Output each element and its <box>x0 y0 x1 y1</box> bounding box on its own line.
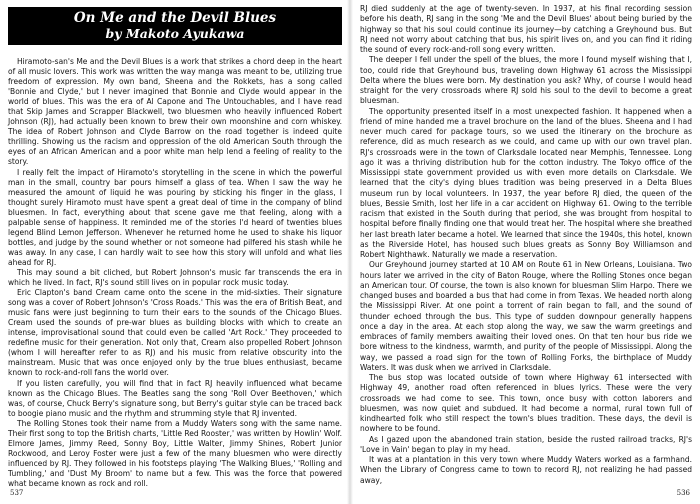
paragraph: The deeper I fell under the spell of the blues, the more I found myself wishing that I, too, could ride that Greyhound bus, traveling down Highway 61 across the Mississippi Delta where the blues were born. My destination you ask? Why, of course I would head straight for the very crossroads where RJ sold his soul to the devil to become a great bluesman. <box>360 55 692 106</box>
paragraph: The Rolling Stones took their name from a Muddy Waters song with the same name. Their first song to top the British charts, 'Little Red Rooster,' was written by Howlin' Wolf. Elmore James, Jimmy Reed, Sonny Boy, Little Walter, Jimmy Shines, Robert Junior Rockwood, and Leroy Foster were just a few of the many bluesmen who were directly influenced by RJ. They followed in his footsteps playing 'The Walking Blues,' 'Rolling and Tumbling,' and 'Dust My Broom' to name but a few. This was the force that powered what became known as rock and roll. <box>8 418 342 488</box>
paragraph: If you listen carefully, you will find that in fact RJ heavily influenced what became known as the Chicago Blues. The Beatles sang the song 'Roll Over Beethoven,' which was, of course, Chuck Berry's signature song, but Berry's guitar style can be traced back to boogie piano music and the rhythm and strumming style that RJ invented. <box>8 378 342 418</box>
right-body-text <box>360 4 692 486</box>
paragraph: As I gazed upon the abandoned train station, beside the rusted railroad tracks, RJ's 'Love in Vain' began to play in my head. <box>360 434 692 454</box>
paragraph: The bus stop was located outside of town where Highway 61 intersected with Highway 49, another road often referenced in blues lyrics. These were the very crossroads we had come to see. This town, once busy with cotton laborers and bluesmen, was now quiet and subdued. It had become a normal, rural town full of kindhearted folk who still respect the town's blues tradition. These days, the devil is nowhere to be found. <box>360 373 692 434</box>
paragraph: Our Greyhound journey started at 10 AM on Route 61 in New Orleans, Louisiana. Two hours later we arrived in the city of Baton Rouge, where the Rolling Stones once began an American tour. Of course, the town is also known for bluesman Slim Harpo. There we changed buses and boarded a bus that had come in from Texas. We headed north along the Mississippi River. At one point a torrent of rain began to fall, and the sound of thunder echoed through the bus. This type of sudden downpour generally happens once a day in the area. At each stop along the way, we saw the warm greetings and embraces of family members awaiting their loved ones. On that ten hour bus ride we bore witness to the kindness, warmth, and purity of the people of Mississippi. Along the way, we passed a road sign for the town of Rolling Forks, the birthplace of Muddy Waters. It was dusk when we arrived in Clarksdale. <box>360 260 692 372</box>
paragraph: I really felt the impact of Hiramoto's storytelling in the scene in which the powerful man in the small, country bar pours himself a glass of tea. When I saw the way he measured the amount of liquid he was pouring by sticking his finger in the glass, I thought surely Hiramoto must have spent a great deal of time in the company of blind bluesmen. In fact, everything about that scene gave me that feeling, along with a palpable sense of happiness. It reminded me of the stories I'd heard of twenties blues legend Blind Lemon Jefferson. Whenever he returned home he used to shake his liquor bottles, and judge by the sound whether or not someone had pilfered his stash while he was away. In any case, I can hardly wait to see how this story will unfold and what lies ahead for RJ. <box>8 167 342 267</box>
paragraph: This may sound a bit cliched, but Robert Johnson's music far transcends the era in which he lived. In fact, RJ's sound still lives on in popular rock music today. <box>8 267 342 288</box>
title-banner <box>8 7 342 45</box>
paragraph: Eric Clapton's band Cream came onto the scene in the mid-sixties. Their signature song was a cover of Robert Johnson's 'Cross Roads.' This was the era of British Beat, and music fans were just beginning to turn their ears to the sounds of the Chicago Blues. Cream used the sounds of pre-war blues as building blocks with which to create an intense, improvisational sound that could even be called 'Art Rock.' They proceeded to redefine music for their generation. Not only that, Cream also propelled Robert Johnson (whom I will hereafter refer to as RJ) and his music from relative obscurity into the mainstream. Music that was once enjoyed only by the true blues enthusiast, became known to rock-and-roll fans the world over. <box>8 288 342 378</box>
article-title: On Me and the Devil Blues <box>73 10 277 26</box>
left-page <box>0 0 348 504</box>
paragraph: The opportunity presented itself in a most unexpected fashion. It happened when a friend of mine handed me a travel brochure on the land of the blues. Sheena and I had never much cared for package tours, so we used the itinerary on the brochure as reference, did as much research as we could, and came up with our own travel plan. RJ's crossroads were in the town of Clarksdale located near Memphis, Tennessee. Long ago it was a thriving distribution hub for the cotton industry. The Tokyo office of the Mississippi state government provided us with even more details on Clarksdale. We learned that the city's dying blues tradition was being preserved in a Delta Blues museum run by local volunteers. In 1937, the year before RJ died, the queen of the blues, Bessie Smith, lost her life in a car accident on Highway 61. Owing to the terrible racism that existed in the South during that period, she was brought from hospital to hospital before finally finding one that would treat her. The hospital where she breathed her last breath later became a hotel. We learned that since the 1940s, this hotel, known as the Riverside Hotel, has housed such blues greats as Sonny Boy Williamson and Robert Nighthawk. Naturally we made a reservation. <box>360 106 692 259</box>
page-number-right: 536 <box>676 489 690 497</box>
paragraph: RJ died suddenly at the age of twenty-seven. In 1937, at his final recording session before his death, RJ sang in the song 'Me and the Devil Blues' about being buried by the highway so that his soul could continue its journey—by catching a Greyhound bus. But RJ need not worry about catching that bus, his spirit lives on, and you can find it riding the sound of every rock-and-roll song every written. <box>360 4 692 54</box>
paragraph: Hiramoto-san's Me and the Devil Blues is a work that strikes a chord deep in the heart of all music lovers. This work was written the way manga was meant to be, utilizing true freedom of expression. My own band, Sheena and the Rokkets, has a song called 'Bonnie and Clyde,' but I never imagined that Bonnie and Clyde would appear in the world of blues. This was the era of Al Capone and The Untouchables, and I have read that Skip James and Scrapper Blackwell, two bluesmen who heavily influenced Robert Johnson (RJ), had actually been known to brew their own moonshine and corn whiskey. The idea of Robert Johnson and Clyde Barrow on the road together is indeed quite thrilling. Showing us the racism and oppression of the old American South through the eyes of an African American and a poor white man help lend a feeling of reality to the story. <box>8 57 342 167</box>
left-body-text <box>8 57 342 489</box>
page-number-left: 537 <box>10 489 24 497</box>
right-page <box>352 0 700 504</box>
paragraph: It was at a plantation in this very town where Muddy Waters worked as a farmhand. When the Library of Congress came to town to record RJ, not realizing he had passed away, <box>360 455 692 485</box>
article-byline: by Makoto Ayukawa <box>105 26 245 41</box>
